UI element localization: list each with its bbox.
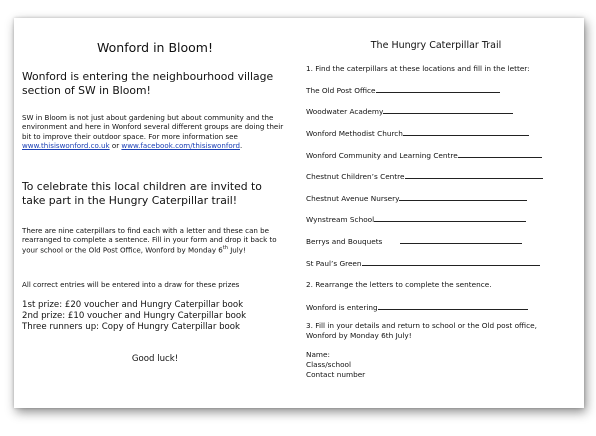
prize-runners-up: Three runners up: Copy of Hungry Caterpillar book — [22, 322, 241, 332]
trail-title: The Hungry Caterpillar Trail — [370, 40, 502, 51]
details-fields — [306, 350, 365, 381]
step-1: 1. Find the caterpillars at these locations and fill in the letter: — [306, 64, 530, 73]
flyer-page — [14, 18, 584, 408]
instructions-paragraph — [22, 226, 288, 254]
about-paragraph — [22, 113, 288, 150]
location-label: The Old Post Office — [306, 86, 376, 95]
good-luck: Good luck! — [131, 354, 179, 364]
celebrate-text: To celebrate this local children are invited to take part in the Hungry Caterpillar trail! — [22, 180, 262, 208]
or-word: or — [109, 141, 120, 151]
location-row — [306, 171, 543, 181]
answer-line[interactable] — [376, 85, 500, 93]
answer-line[interactable] — [362, 258, 540, 266]
location-label: St Paul’s Green — [306, 259, 362, 268]
instructions-sup: th — [222, 244, 228, 251]
facebook-link[interactable]: www.facebook.com/thisiswonford — [121, 141, 240, 151]
name-field[interactable]: Name: — [306, 350, 330, 359]
prize-list — [22, 300, 288, 333]
prize-first: 1st prize: £20 voucher and Hungry Caterpillar book — [22, 300, 244, 310]
sentence-row — [306, 302, 528, 312]
location-row — [306, 150, 542, 160]
class-school-field[interactable]: Class/school — [306, 360, 352, 370]
location-label: Berrys and Bouquets — [306, 237, 383, 246]
step-3: 3. Fill in your details and return to school or the Old post office, Wonford by Monday 6th July! — [306, 321, 537, 340]
location-row — [306, 106, 513, 116]
answer-line[interactable] — [374, 214, 526, 222]
answer-line[interactable] — [403, 128, 529, 136]
instructions-end: July! — [227, 245, 246, 255]
about-text: SW in Bloom is not just about gardening but about community and the environment and here in Wonford several different groups are doing their bit to improve their outdoor space. — [22, 113, 284, 141]
location-row — [306, 128, 529, 138]
location-label: Wonford Methodist Church — [306, 129, 403, 138]
answer-line[interactable] — [458, 150, 542, 158]
sentence-prefix: Wonford is entering — [306, 303, 378, 312]
answer-line[interactable] — [383, 106, 513, 114]
more-info-prefix: For more information see — [148, 131, 238, 141]
step-2: 2. Rearrange the letters to complete the sentence. — [306, 280, 492, 289]
intro-text: Wonford is entering the neighbourhood village section of SW in Bloom! — [22, 70, 274, 98]
instructions-text: There are nine caterpillars to find each with a letter and these can be rearranged to complete a sentence. Fill in your form and drop it back to your school or the Old Post Office, Wonford by Monday 6 — [22, 226, 277, 255]
location-label: Chestnut Avenue Nursery — [306, 194, 400, 203]
location-row — [306, 85, 500, 95]
answer-line[interactable] — [400, 236, 522, 244]
prize-second: 2nd prize: £10 voucher and Hungry Caterpillar book — [22, 311, 247, 321]
answer-line[interactable] — [399, 193, 527, 201]
location-label: Wonford Community and Learning Centre — [306, 151, 458, 160]
website-link[interactable]: www.thisiswonford.co.uk — [22, 141, 110, 151]
answer-line[interactable] — [405, 171, 543, 179]
location-row — [306, 236, 522, 246]
contact-number-field[interactable]: Contact number — [306, 370, 366, 380]
sentence-answer-line[interactable] — [378, 302, 528, 310]
link-suffix: . — [240, 141, 243, 151]
location-label: Woodwater Academy — [306, 107, 384, 116]
location-label: Chestnut Children’s Centre — [306, 172, 405, 181]
location-row — [306, 193, 527, 203]
flyer-title: Wonford in Bloom! — [97, 40, 213, 55]
draw-note: All correct entries will be entered into a draw for these prizes — [22, 280, 240, 289]
location-label: Wynstream School — [306, 215, 375, 224]
location-row — [306, 214, 526, 224]
location-row — [306, 258, 540, 268]
